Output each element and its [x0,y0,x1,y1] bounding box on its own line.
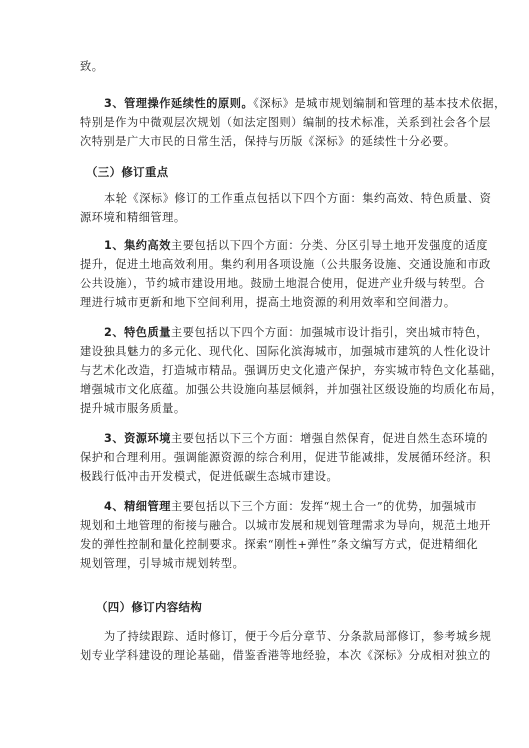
item-4-line-1 [104,500,478,514]
item-2-line-1 [104,326,488,340]
item-2-text-5: 提升城市服务质量。 [80,402,186,415]
section-3-intro-line-2 [80,211,186,225]
item-4-text-1: 主要包括以下三个方面：发挥“规土合一”的优势，加强城市 [171,500,478,513]
section-3-intro-text-2: 源环境和精细管理。 [80,211,186,224]
item-4-text-3: 发的弹性控制和量化控制要求。探索“刚性+弹性”条文编写方式，促进精细化 [80,538,479,551]
item-3-line-1 [104,432,488,446]
item-1-line-3 [80,277,486,291]
item-2-line-3 [80,364,503,378]
item-3-line-3 [80,470,338,484]
item-1-text-2: 提升，促进土地高效利用。集约利用各项设施（公共服务设施、交通设施和市政 [80,258,491,271]
item-1-line-2 [80,258,491,272]
section-3-intro-line-1 [104,192,492,206]
item-2-line-2 [80,345,491,359]
item-3-text-1: 主要包括以下三个方面：增强自然保育，促进自然生态环境的 [171,432,488,445]
item-3-title: 3、资源环境 [104,432,172,445]
item-2-text-1: 主要包括以下四个方面：加强城市设计指引，突出城市特色， [171,326,488,339]
principle-3-line-3 [80,135,456,149]
section-4-line-2 [80,649,491,663]
principle-3-line-1 [104,97,506,111]
section-4-text-1: 为了持续跟踪、适时修订，便于今后分章节、分条款局部修订，参考城乡规 [104,630,492,643]
item-4-title: 4、精细管理 [104,500,172,513]
item-1-text-3: 公共设施），节约城市建设用地。鼓励土地混合使用，促进产业升级与转型。合 [80,277,486,290]
item-2-line-4 [80,383,503,397]
section-4-line-1 [104,630,492,644]
continuation-line [80,60,103,74]
item-1-text-1: 主要包括以下四个方面：分类、分区引导土地开发强度的适度 [171,239,488,252]
item-4-text-4: 规划管理，引导城市规划转型。 [80,557,245,570]
item-1-line-4 [80,296,456,310]
item-2-text-2: 建设独具魅力的多元化、现代化、国际化滨海城市，加强城市建筑的人性化设计 [80,345,491,358]
item-3-text-3: 极践行低冲击开发模式，促进低碳生态城市建设。 [80,470,339,483]
item-1-line-1 [104,239,488,253]
continuation-text: 致。 [80,60,104,73]
item-1-text-4: 理进行城市更新和地下空间利用，提高土地资源的利用效率和空间潜力。 [80,296,456,309]
item-2-text-3: 与艺术化改造，打造城市精品。强调历史文化遗产保护，夯实城市特色文化基础， [80,364,503,377]
item-4-line-3 [80,538,479,552]
principle-3-text-3: 次特别是广大市民的日常生活，保持与历版《深标》的延续性十分必要。 [80,135,456,148]
item-4-line-2 [80,519,491,533]
principle-3-text-1: 《深标》是城市规划编制和管理的基本技术依据， [253,97,506,110]
principle-3-title: 3、管理操作延续性的原则。 [104,97,254,110]
item-4-line-4 [80,557,244,571]
section-4-heading: （四）修订内容结构 [96,600,203,614]
item-4-text-2: 规划和土地管理的衔接与融合。以城市发展和规划管理需求为导向，规范土地开 [80,519,491,532]
item-2-text-4: 增强城市文化底蕴。加强公共设施向基层倾斜，并加强社区级设施的均质化布局， [80,383,503,396]
section-4-text-2: 划专业学科建设的理论基础，借鉴香港等地经验，本次《深标》分成相对独立的 [80,649,491,662]
item-2-title: 2、特色质量 [104,326,172,339]
section-3-intro-text-1: 本轮《深标》修订的工作重点包括以下四个方面：集约高效、特色质量、资 [104,192,492,205]
item-2-line-5 [80,402,186,416]
section-3-heading: （三）修订重点 [86,165,169,179]
item-3-line-2 [80,451,491,465]
item-1-title: 1、集约高效 [104,239,172,252]
item-3-text-2: 保护和合理利用。强调能源资源的综合利用，促进节能减排，发展循环经济。积 [80,451,491,464]
principle-3-text-2: 特别是作为中微观层次规划（如法定图则）编制的技术标准，关系到社会各个层 [80,116,491,129]
principle-3-line-2 [80,116,491,130]
